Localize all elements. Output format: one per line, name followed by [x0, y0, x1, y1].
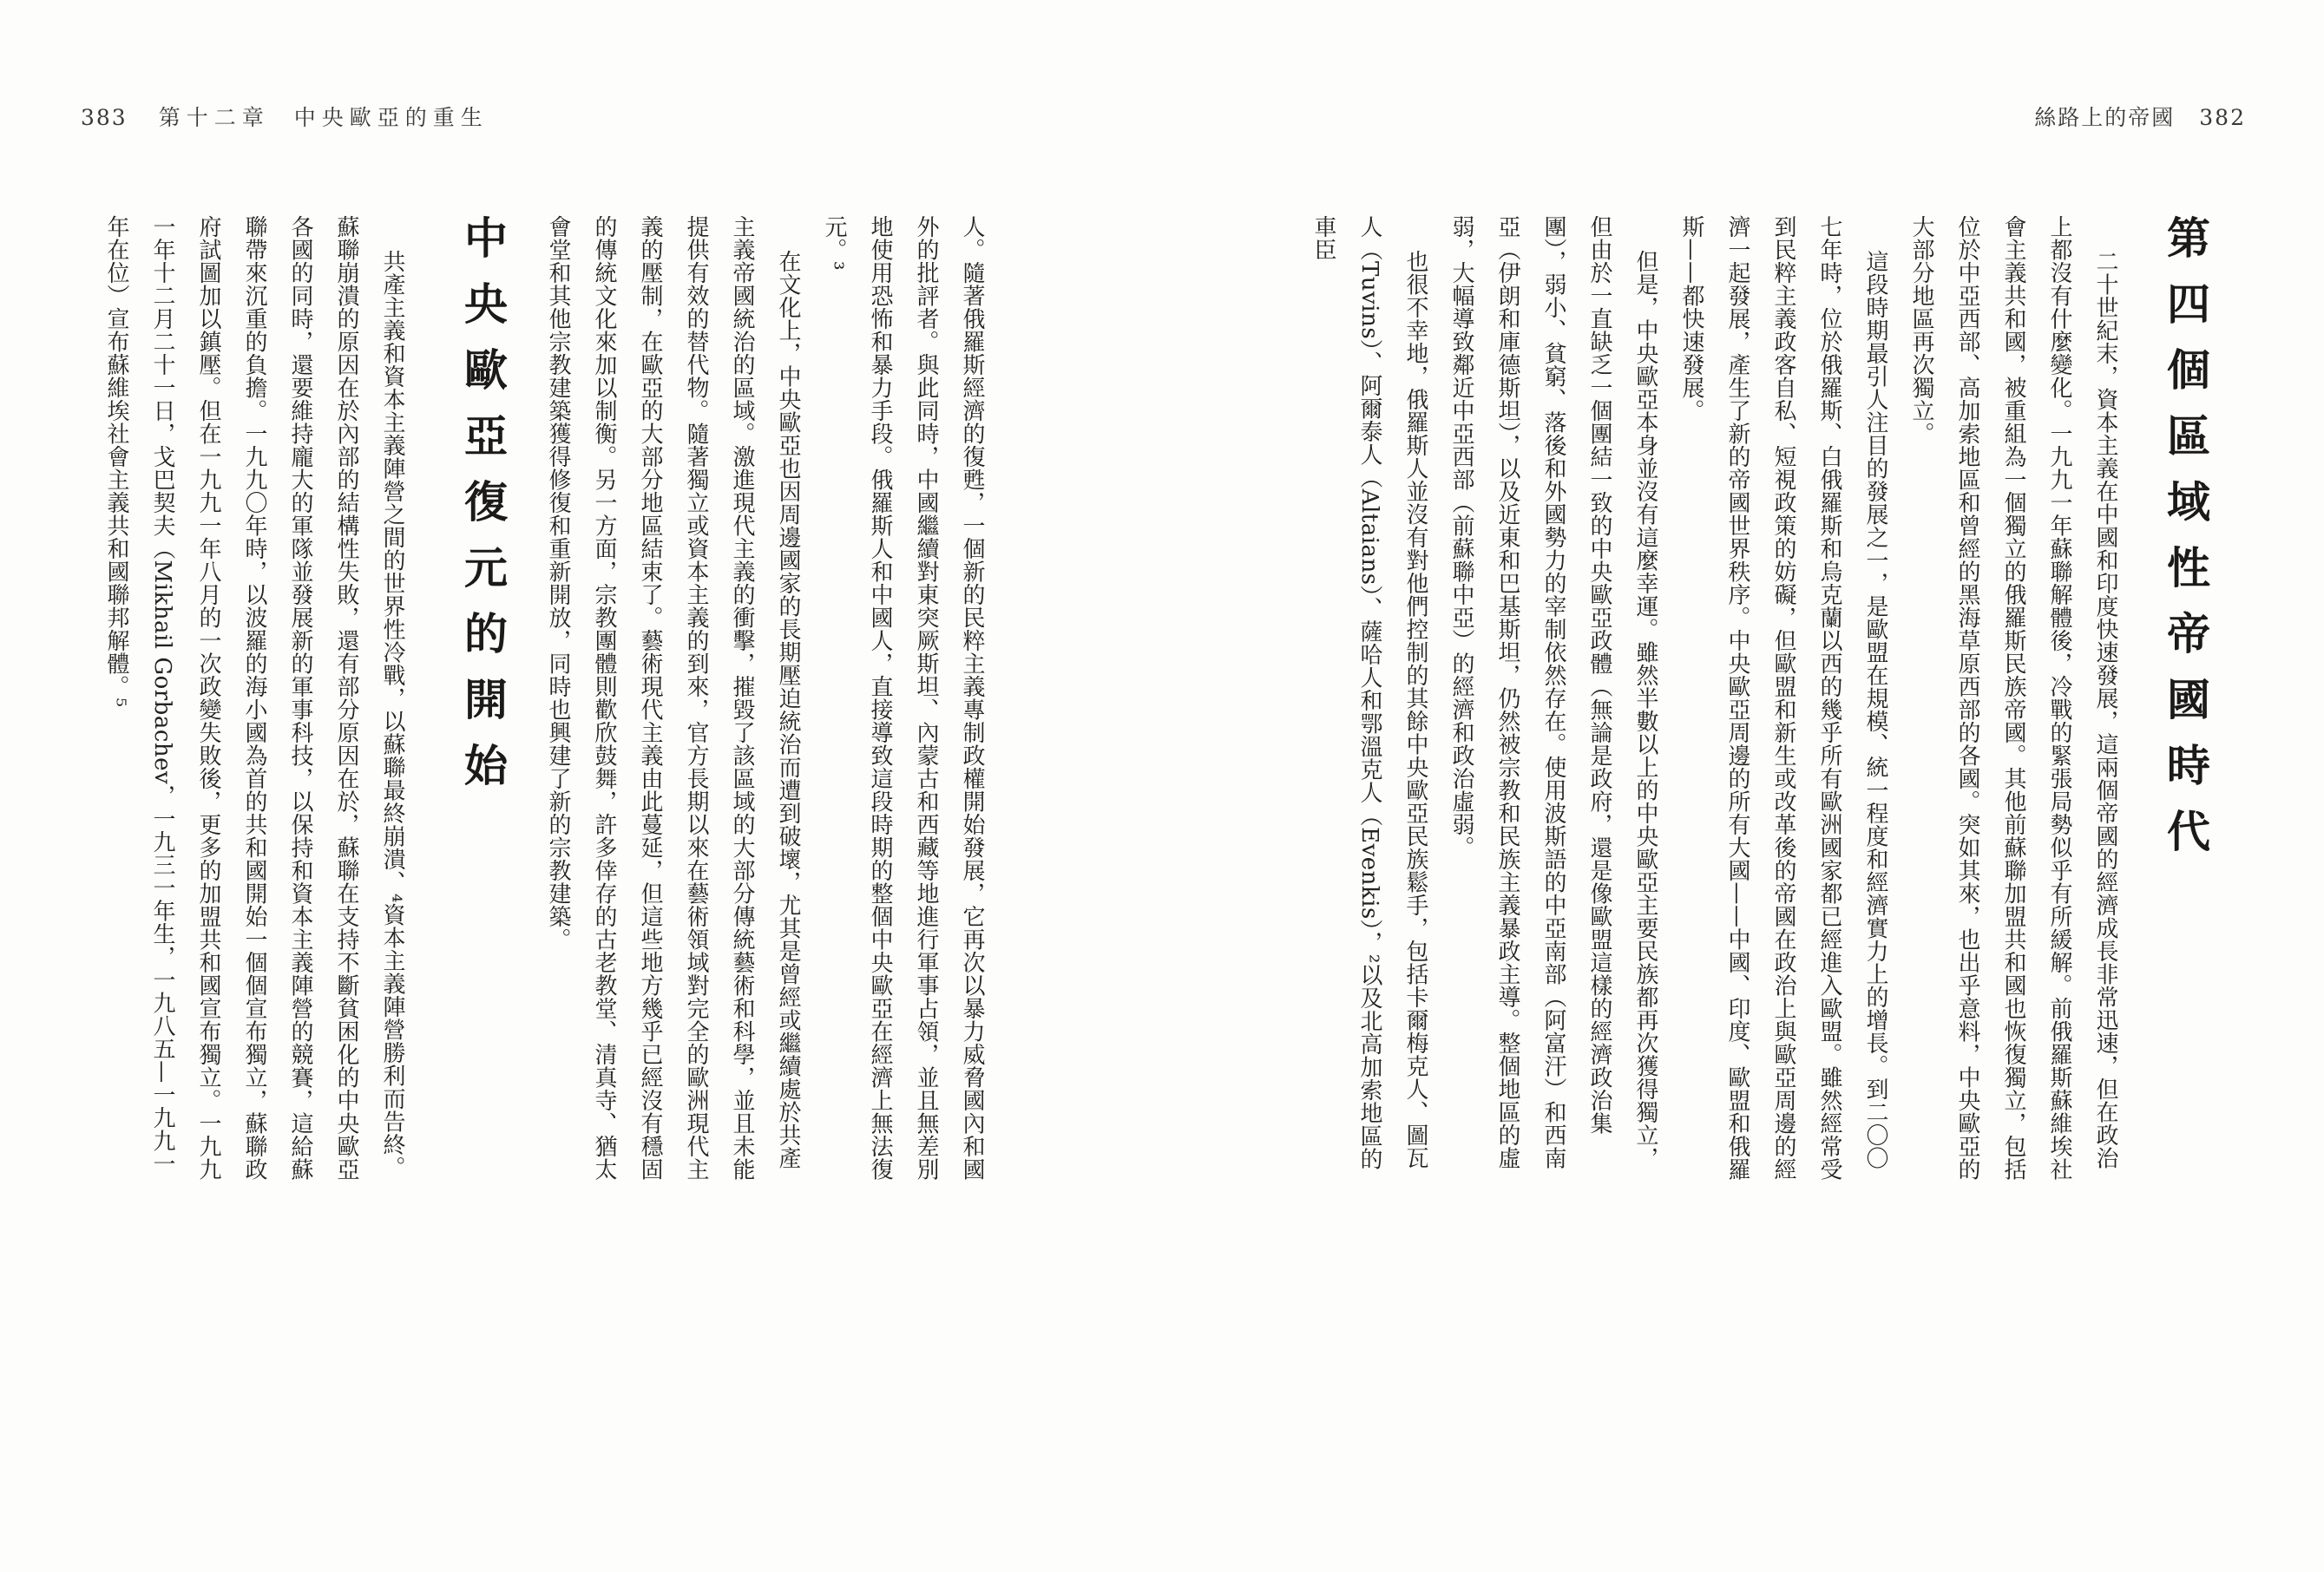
paragraph: 這段時期最引人注目的發展之一，是歐盟在規模、統一程度和經濟實力上的增長。到二〇〇七年時，位於俄羅斯、白俄羅斯和烏克蘭以西的幾乎所有歐洲國家都已經進入歐盟。雖然經常受到民粹主義政客自私、短視政策的妨礙，但歐盟和新生或改革後的帝國在政治上與歐亞周邊的經濟一起發展，產生了新的帝國世界秩序。中央歐亞周邊的所有大國——中國、印度、歐盟和俄羅斯——都快速發展。	[1678, 215, 1888, 1181]
section-heading-recovery-begins: 中央歐亞復元的開始	[457, 215, 509, 809]
left-page-text-block	[93, 215, 995, 1185]
chapter-title-label: 中央歐亞的重生	[293, 105, 489, 130]
paragraph: 二十世紀末，資本主義在中國和印度快速發展，這兩個帝國的經濟成長非常迅速，但在政治上都沒有什麼變化。一九九一年蘇聯解體後，冷戰的緊張局勢似乎有所緩解。前俄羅斯蘇維埃社會主義共和國，被重組為一個獨立的俄羅斯民族帝國。其他前蘇聯加盟共和國也恢復獨立，包括位於中亞西部、高加索地區和曾經的黑海草原西部的各國。突如其來，也出乎意料，中央歐亞的大部分地區再次獨立。	[1908, 215, 2118, 1181]
right-page-text-block	[1300, 215, 2222, 1185]
book-title-label: 絲路上的帝國	[2034, 105, 2176, 130]
paragraph: 在文化上，中央歐亞也因周邊國家的長期壓迫統治而遭到破壞，尤其是曾經或繼續處於共產主義帝國統治的區域。激進現代主義的衝擊，摧毀了該區域的大部分傳統藝術和科學，並且未能提供有效的替代物。隨著獨立或資本主義的到來，官方長期以來在藝術領域對完全的歐洲現代主義的壓制，在歐亞的大部分地區結束了。藝術現代主義由此蔓延，但這些地方幾乎已經沒有穩固的傳統文化來加以制衡。另一方面，宗教團體則歡欣鼓舞，許多倖存的古老教堂、清真寺、猶太會堂和其他宗教建築獲得修復和重新開放，同時也興建了新的宗教建築。	[545, 215, 801, 1181]
running-head-right	[2034, 101, 2246, 132]
running-head-left	[81, 101, 489, 132]
paragraph: 但是，中央歐亞本身並沒有這麼幸運。雖然半數以上的中央歐亞主要民族都再次獲得獨立，但由於一直缺乏一個團結一致的中央歐亞政體（無論是政府，還是像歐盟這樣的經濟政治集團），弱小、貧窮、落後和外國勢力的宰制依然存在。使用波斯語的中亞南部（阿富汗）和西南亞（伊朗和庫德斯坦），以及近東和巴基斯坦，仍然被宗教和民族主義暴政主導。整個地區的虛弱，大幅導致鄰近中亞西部（前蘇聯中亞）的經濟和政治虛弱。	[1448, 215, 1658, 1170]
paragraph-continuation: 人。隨著俄羅斯經濟的復甦，一個新的民粹主義專制政權開始發展，它再次以暴力威脅國內和國外的批評者。與此同時，中國繼續對東突厥斯坦、內蒙古和西藏等地進行軍事占領，並且無差別地使用恐怖和暴力手段。俄羅斯人和中國人，直接導致這段時期的整個中央歐亞在經濟上無法復元。³	[821, 215, 985, 1181]
section-heading-fourth-regional-empire: 第四個區域性帝國時代	[2160, 215, 2211, 874]
chapter-label: 第十二章	[158, 105, 270, 130]
paragraph: 共產主義和資本主義陣營之間的世界性冷戰，以蘇聯最終崩潰、⁴資本主義陣營勝利而告終。蘇聯崩潰的原因在於內部的結構性失敗，還有部分原因在於，蘇聯在支持不斷貧困化的中央歐亞各國的同時，還要維持龐大的軍隊並發展新的軍事科技，以保持和資本主義陣營的競賽，這給蘇聯帶來沉重的負擔。一九九〇年時，以波羅的海小國為首的共和國開始一個個宣布獨立，蘇聯政府試圖加以鎮壓。但在一九九一年八月的一次政變失敗後，更多的加盟共和國宣布獨立。一九九一年十二月二十一日，戈巴契夫（Mikhail Gorbachev，一九三一年生，一九八五—一九九一年在位）宣布蘇維埃社會主義共和國聯邦解體。⁵	[103, 215, 405, 1181]
folio-right: 382	[2199, 105, 2246, 130]
paragraph: 也很不幸地，俄羅斯人並沒有對他們控制的其餘中央歐亞民族鬆手，包括卡爾梅克人、圖瓦人（Tuvins）、阿爾泰人（Altaians）、薩哈人和鄂溫克人（Evenkis），²以及北高加索地區的車臣	[1310, 215, 1428, 1171]
folio-left: 383	[81, 105, 128, 130]
